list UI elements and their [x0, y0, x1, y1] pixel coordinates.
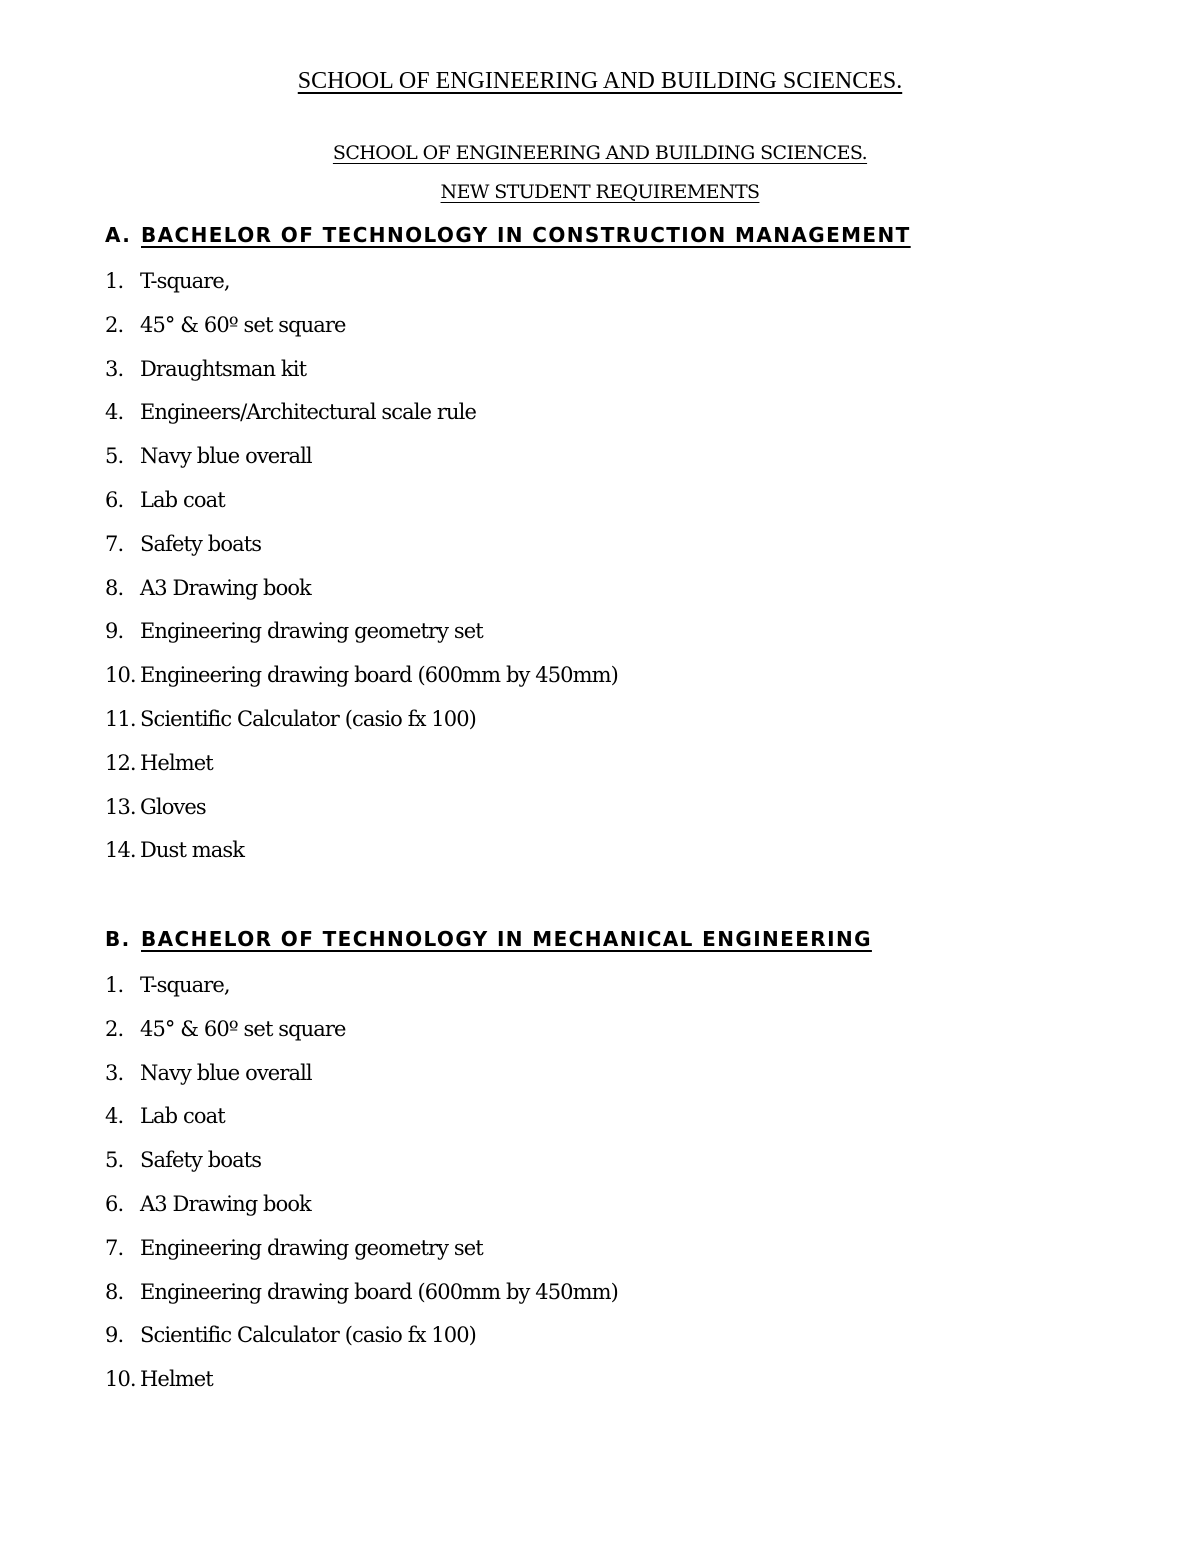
- section-heading-construction-management: [105, 223, 911, 247]
- list-item: [105, 395, 618, 439]
- list-item: [105, 614, 618, 658]
- item-text: 45° & 60º set square: [140, 1016, 346, 1041]
- list-item: [105, 702, 618, 746]
- item-text: A3 Drawing book: [140, 575, 311, 600]
- item-text: Dust mask: [140, 838, 245, 863]
- list-item: [105, 308, 618, 352]
- item-text: T-square,: [140, 973, 230, 997]
- item-number: 3.: [105, 356, 124, 381]
- list-item: [105, 1143, 618, 1187]
- list-item: [105, 1231, 618, 1275]
- item-number: 6.: [105, 1191, 124, 1216]
- item-number: 5.: [105, 444, 124, 469]
- item-text: Engineering drawing geometry set: [140, 1235, 483, 1260]
- item-text: T-square,: [140, 269, 230, 293]
- item-number: 13.: [105, 794, 136, 819]
- list-item: [105, 833, 618, 877]
- list-item: [105, 968, 618, 1012]
- list-item: [105, 527, 618, 571]
- item-number: 14.: [105, 838, 136, 863]
- item-text: A3 Drawing book: [140, 1191, 311, 1216]
- item-text: Draughtsman kit: [140, 356, 307, 381]
- item-text: Lab coat: [140, 487, 225, 512]
- item-number: 4.: [105, 1104, 124, 1129]
- item-number: 7.: [105, 531, 124, 556]
- item-number: 3.: [105, 1060, 124, 1085]
- item-number: 9.: [105, 619, 124, 644]
- item-text: Engineering drawing board (600mm by 450mm): [140, 663, 618, 688]
- item-text: Engineering drawing board (600mm by 450mm): [140, 1279, 618, 1304]
- item-text: Navy blue overall: [140, 1060, 312, 1085]
- item-number: 8.: [105, 575, 124, 600]
- item-text: Engineering drawing geometry set: [140, 619, 483, 644]
- list-item: [105, 1056, 618, 1100]
- list-item: [105, 746, 618, 790]
- item-number: 11.: [105, 706, 136, 731]
- item-text: Safety boats: [140, 1148, 262, 1173]
- requirements-heading: NEW STUDENT REQUIREMENTS: [440, 181, 760, 203]
- item-text: Helmet: [140, 1367, 213, 1392]
- item-number: 8.: [105, 1279, 124, 1304]
- item-text: Lab coat: [140, 1104, 225, 1129]
- list-item: [105, 439, 618, 483]
- item-text: Navy blue overall: [140, 444, 312, 469]
- item-number: 1.: [105, 269, 124, 293]
- list-item: [105, 1099, 618, 1143]
- list-item: [105, 352, 618, 396]
- section-letter: B.: [105, 927, 131, 951]
- list-item: [105, 1275, 618, 1319]
- list-item: [105, 790, 618, 834]
- section-letter: A.: [105, 223, 132, 247]
- item-text: 45° & 60º set square: [140, 312, 346, 337]
- requirements-list-construction: [105, 264, 618, 877]
- list-item: [105, 1362, 618, 1406]
- item-number: 9.: [105, 1323, 124, 1348]
- requirements-list-mechanical: [105, 968, 618, 1406]
- list-item: [105, 1187, 618, 1231]
- item-number: 10.: [105, 663, 136, 688]
- list-item: [105, 483, 618, 527]
- item-text: Gloves: [140, 794, 206, 819]
- item-number: 7.: [105, 1235, 124, 1260]
- section-title: BACHELOR OF TECHNOLOGY IN MECHANICAL ENGINEERING: [141, 927, 872, 951]
- list-item: [105, 264, 618, 308]
- school-subtitle: SCHOOL OF ENGINEERING AND BUILDING SCIENCES.: [332, 142, 868, 164]
- list-item: [105, 658, 618, 702]
- item-number: 1.: [105, 973, 124, 997]
- item-number: 10.: [105, 1367, 136, 1392]
- section-title: BACHELOR OF TECHNOLOGY IN CONSTRUCTION MANAGEMENT: [141, 223, 911, 247]
- item-text: Helmet: [140, 750, 213, 775]
- list-item: [105, 1012, 618, 1056]
- item-number: 4.: [105, 400, 124, 425]
- item-number: 6.: [105, 487, 124, 512]
- item-text: Scientific Calculator (casio fx 100): [140, 1323, 476, 1348]
- item-number: 2.: [105, 312, 124, 337]
- document-title: SCHOOL OF ENGINEERING AND BUILDING SCIENCES.: [297, 68, 903, 94]
- item-number: 12.: [105, 750, 136, 775]
- item-text: Scientific Calculator (casio fx 100): [140, 706, 476, 731]
- list-item: [105, 571, 618, 615]
- item-number: 2.: [105, 1016, 124, 1041]
- list-item: [105, 1318, 618, 1362]
- item-number: 5.: [105, 1148, 124, 1173]
- section-heading-mechanical-engineering: [105, 927, 872, 951]
- item-text: Engineers/Architectural scale rule: [140, 400, 477, 425]
- item-text: Safety boats: [140, 531, 262, 556]
